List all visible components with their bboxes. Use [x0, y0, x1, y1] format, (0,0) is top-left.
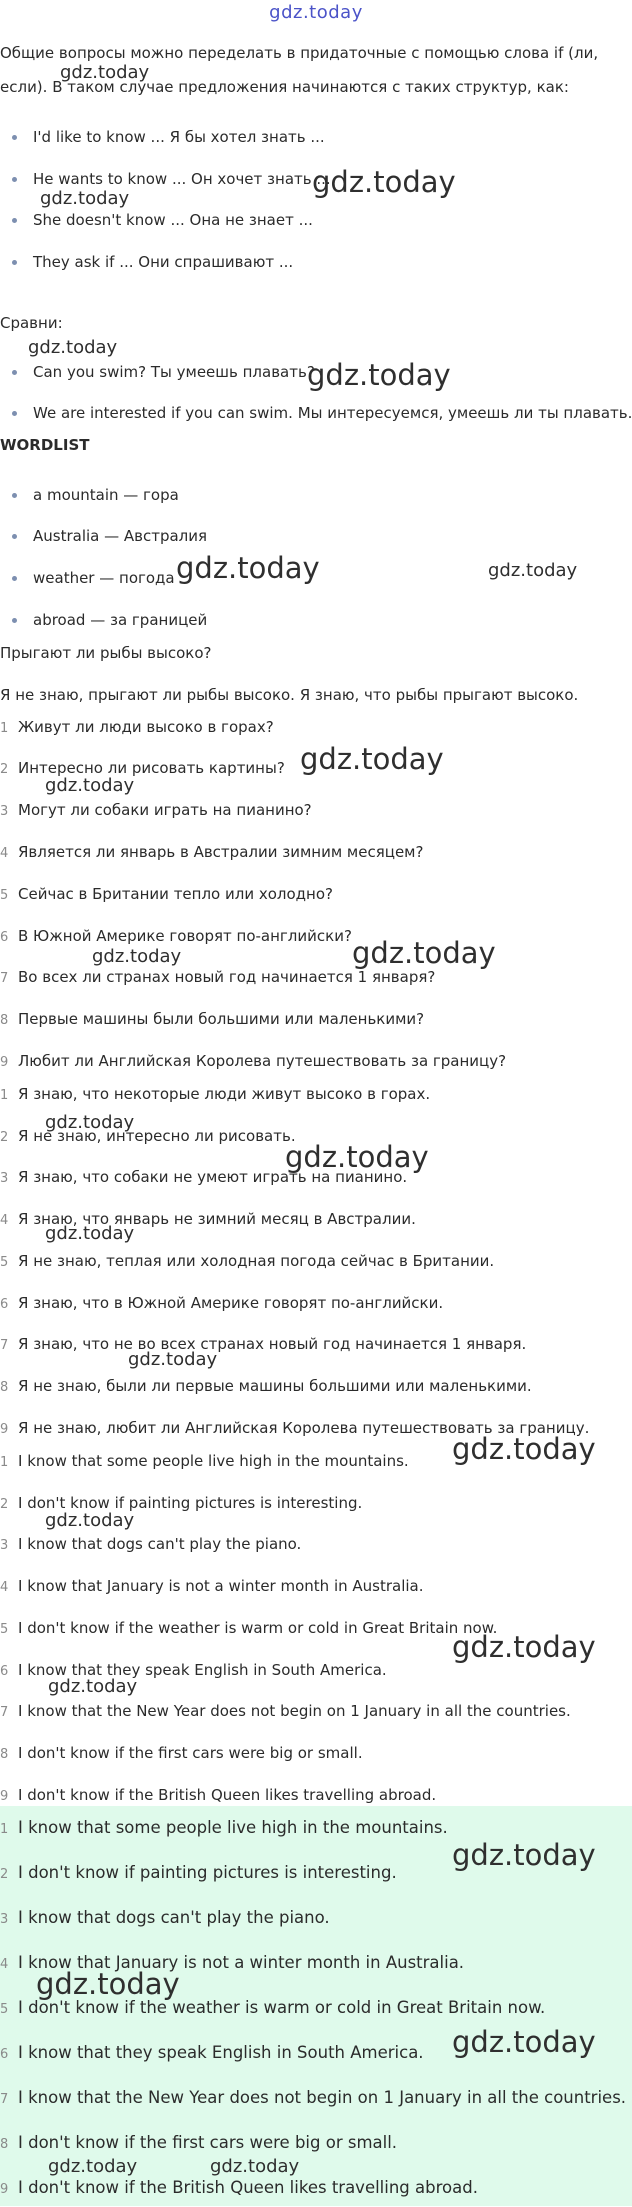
item-number: 1 — [0, 721, 9, 736]
item-text: Является ли январь в Австралии зимним месяцем? — [18, 843, 424, 861]
item-text: Я знаю, что не во всех странах новый год начинается 1 января. — [18, 1335, 527, 1353]
item-number: 4 — [0, 846, 9, 861]
item-number: 3 — [0, 804, 9, 819]
item-number: 6 — [0, 1297, 9, 1312]
list-item — [0, 835, 620, 871]
item-text: Живут ли люди высоко в горах? — [18, 718, 274, 736]
item-text: Я не знаю, любит ли Английская Королева путешествовать за границу. — [18, 1419, 590, 1437]
item-number: 8 — [0, 1380, 9, 1395]
watermark: gdz.today — [285, 1140, 429, 1174]
item-text: I don't know if the first cars were big or small. — [18, 1744, 363, 1762]
item-text: В Южной Америке говорят по-английски? — [18, 927, 352, 945]
list-item — [0, 1901, 620, 1937]
structure-item: She doesn't know ... Она не знает ... — [0, 203, 632, 237]
compare-item: We are interested if you can swim. Мы интересуемся, умеешь ли ты плавать. — [0, 396, 632, 430]
item-number: 7 — [0, 1338, 9, 1353]
item-number: 4 — [0, 1957, 9, 1972]
item-number: 7 — [0, 2092, 9, 2107]
item-text: I know that January is not a winter month in Australia. — [18, 1577, 424, 1595]
watermark: gdz.today — [45, 775, 135, 796]
item-text: Я знаю, что январь не зимний месяц в Австралии. — [18, 1210, 416, 1228]
watermark: gdz.today — [45, 1510, 135, 1531]
item-text: Я не знаю, теплая или холодная погода сейчас в Британии. — [18, 1252, 495, 1270]
watermark: gdz.today — [452, 1838, 596, 1872]
item-number: 4 — [0, 1213, 9, 1228]
list-item — [0, 1569, 620, 1605]
item-text: I know that dogs can't play the piano. — [18, 1535, 302, 1553]
wordlist-item: abroad — за границей — [0, 603, 632, 637]
list-item — [0, 1327, 620, 1363]
watermark: gdz.today — [60, 62, 150, 83]
list-item — [0, 1002, 620, 1038]
watermark: gdz.today — [488, 560, 578, 581]
watermark: gdz.today — [45, 1223, 135, 1244]
item-number: 9 — [0, 1055, 9, 1070]
list-item — [0, 2081, 627, 2117]
item-text: Я знаю, что некоторые люди живут высоко в горах. — [18, 1085, 431, 1103]
item-number: 9 — [0, 1422, 9, 1437]
watermark: gdz.today — [452, 2025, 596, 2059]
item-number: 9 — [0, 1789, 9, 1804]
item-number: 8 — [0, 1747, 9, 1762]
item-number: 2 — [0, 1497, 9, 1512]
item-number: 8 — [0, 1013, 9, 1028]
watermark: gdz.today — [307, 358, 451, 392]
watermark: gdz.today — [452, 1432, 596, 1466]
item-text: Я не знаю, интересно ли рисовать. — [18, 1127, 296, 1145]
item-number: 2 — [0, 1867, 9, 1882]
item-text: Я знаю, что собаки не умеют играть на пианино. — [18, 1168, 408, 1186]
item-text: Я не знаю, были ли первые машины большими или маленькими. — [18, 1377, 532, 1395]
example-question: Прыгают ли рыбы высоко? — [0, 644, 212, 662]
watermark: gdz.today — [40, 188, 130, 209]
watermark: gdz.today — [300, 742, 444, 776]
item-text: I don't know if the weather is warm or cold in Great Britain now. — [18, 1998, 546, 2017]
example-answer: Я не знаю, прыгают ли рыбы высоко. Я знаю, что рыбы прыгают высоко. — [0, 686, 579, 704]
watermark: gdz.today — [92, 946, 182, 967]
item-text: I know that some people live high in the mountains. — [18, 1452, 409, 1470]
item-number: 6 — [0, 2047, 9, 2062]
item-number: 5 — [0, 1255, 9, 1270]
intro-line-1: Общие вопросы можно переделать в придаточные с помощью слова if (ли, — [0, 44, 599, 62]
item-text: Первые машины были большими или маленькими? — [18, 1010, 425, 1028]
item-text: I don't know if the weather is warm or cold in Great Britain now. — [18, 1619, 498, 1637]
item-text: I don't know if painting pictures is interesting. — [18, 1863, 397, 1882]
list-item — [0, 710, 620, 746]
item-number: 2 — [0, 762, 9, 777]
item-text: I know that dogs can't play the piano. — [18, 1908, 330, 1927]
list-item — [0, 1286, 620, 1322]
item-number: 3 — [0, 1538, 9, 1553]
list-item — [0, 1527, 620, 1563]
watermark: gdz.today — [352, 936, 496, 970]
item-number: 8 — [0, 2137, 9, 2152]
structure-item: I'd like to know ... Я бы хотел знать ... — [0, 120, 632, 154]
watermark: gdz.today — [48, 1676, 138, 1697]
list-item — [0, 1369, 620, 1405]
compare-item: Can you swim? Ты умеешь плавать? — [0, 355, 632, 389]
watermark: gdz.today — [176, 551, 320, 585]
item-text: I know that they speak English in South America. — [18, 1661, 387, 1679]
item-number: 5 — [0, 888, 9, 903]
item-number: 6 — [0, 1664, 9, 1679]
item-number: 3 — [0, 1912, 9, 1927]
item-text: I know that some people live high in the mountains. — [18, 1818, 448, 1837]
structure-item: They ask if ... Они спрашивают ... — [0, 245, 632, 279]
wordlist-item: weather — погода — [0, 561, 632, 595]
item-text: Я знаю, что в Южной Америке говорят по-английски. — [18, 1294, 444, 1312]
compare-label: Сравни: — [0, 314, 63, 332]
item-number: 6 — [0, 930, 9, 945]
item-text: I don't know if the first cars were big or small. — [18, 2133, 398, 2152]
watermark: gdz.today — [45, 1112, 135, 1133]
item-number: 5 — [0, 1622, 9, 1637]
item-text: Во всех ли странах новый год начинается 1 января? — [18, 968, 436, 986]
item-text: Любит ли Английская Королева путешествовать за границу? — [18, 1052, 507, 1070]
item-text: I know that January is not a winter month in Australia. — [18, 1953, 465, 1972]
item-text: I know that the New Year does not begin on 1 January in all the countries. — [18, 1702, 571, 1720]
item-text: I don't know if painting pictures is interesting. — [18, 1494, 363, 1512]
item-text: Могут ли собаки играть на пианино? — [18, 801, 312, 819]
wordlist-title: WORDLIST — [0, 436, 90, 454]
item-number: 1 — [0, 1822, 9, 1837]
list-item — [0, 1736, 620, 1772]
watermark: gdz.today — [48, 2156, 138, 2177]
watermark: gdz.today — [210, 2156, 300, 2177]
item-text: Сейчас в Британии тепло или холодно? — [18, 885, 333, 903]
watermark: gdz.today — [36, 1967, 180, 2001]
watermark: gdz.today — [312, 165, 456, 199]
item-number: 1 — [0, 1455, 9, 1470]
item-text: Интересно ли рисовать картины? — [18, 759, 285, 777]
item-number: 9 — [0, 2182, 9, 2197]
list-item — [0, 793, 620, 829]
item-number: 7 — [0, 1705, 9, 1720]
item-number: 7 — [0, 971, 9, 986]
list-item — [0, 1077, 620, 1113]
intro-line-2: если). В таком случае предложения начинаются с таких структур, как: — [0, 78, 569, 96]
watermark: gdz.today — [28, 337, 118, 358]
item-text: I know that the New Year does not begin on 1 January in all the countries. — [18, 2088, 627, 2107]
wordlist-item: Australia — Австралия — [0, 519, 632, 553]
item-number: 3 — [0, 1171, 9, 1186]
structure-item: He wants to know ... Он хочет знать ... — [0, 162, 632, 196]
watermark: gdz.today — [128, 1349, 218, 1370]
item-number: 4 — [0, 1580, 9, 1595]
list-item — [0, 1044, 620, 1080]
item-text: I don't know if the British Queen likes travelling abroad. — [18, 1786, 437, 1804]
list-item — [0, 1244, 620, 1280]
watermark: gdz.today — [452, 1630, 596, 1664]
item-number: 2 — [0, 1130, 9, 1145]
list-item — [0, 877, 620, 913]
list-item — [0, 1694, 620, 1730]
wordlist-item: a mountain — гора — [0, 478, 632, 512]
item-number: 5 — [0, 2002, 9, 2017]
site-logo[interactable]: gdz.today — [269, 2, 363, 23]
item-text: I don't know if the British Queen likes travelling abroad. — [18, 2178, 478, 2197]
item-number: 1 — [0, 1088, 9, 1103]
item-text: I know that they speak English in South America. — [18, 2043, 424, 2062]
